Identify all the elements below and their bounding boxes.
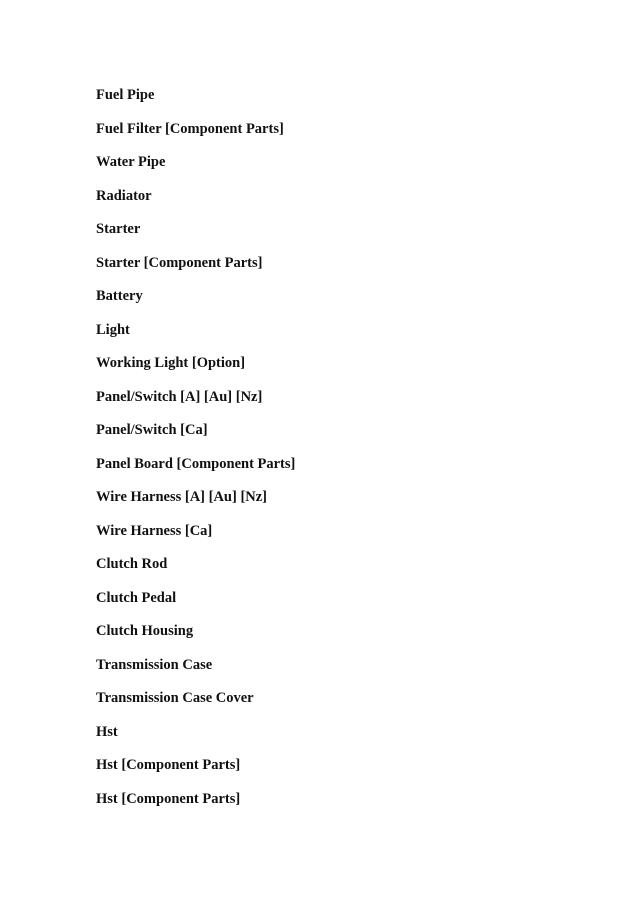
list-item: Transmission Case [96, 656, 213, 673]
list-item: Battery [96, 288, 143, 304]
list-item: Starter [96, 221, 141, 237]
list-item: Wire Harness [A] [Au] [Nz] [96, 489, 268, 505]
list-item: Water Pipe [96, 154, 166, 170]
list-item: Working Light [Option] [96, 355, 246, 371]
list-item: Hst [96, 723, 118, 740]
list-item: Panel/Switch [Ca] [96, 422, 208, 438]
list-item: Hst [Component Parts] [96, 790, 241, 807]
list-item: Clutch Rod [96, 556, 168, 572]
list-item: Clutch Housing [96, 623, 194, 639]
list-item: Fuel Filter [Component Parts] [96, 120, 284, 137]
list-item: Panel/Switch [A] [Au] [Nz] [96, 388, 263, 405]
list-item: Transmission Case Cover [96, 690, 254, 706]
list-item: Panel Board [Component Parts] [96, 455, 296, 472]
parts-list [96, 86, 295, 823]
list-item: Light [96, 321, 130, 338]
list-item: Hst [Component Parts] [96, 757, 241, 773]
list-item: Wire Harness [Ca] [96, 522, 213, 539]
list-item: Starter [Component Parts] [96, 254, 263, 271]
list-item: Radiator [96, 187, 152, 204]
list-item: Clutch Pedal [96, 589, 177, 606]
list-item: Fuel Pipe [96, 87, 155, 103]
